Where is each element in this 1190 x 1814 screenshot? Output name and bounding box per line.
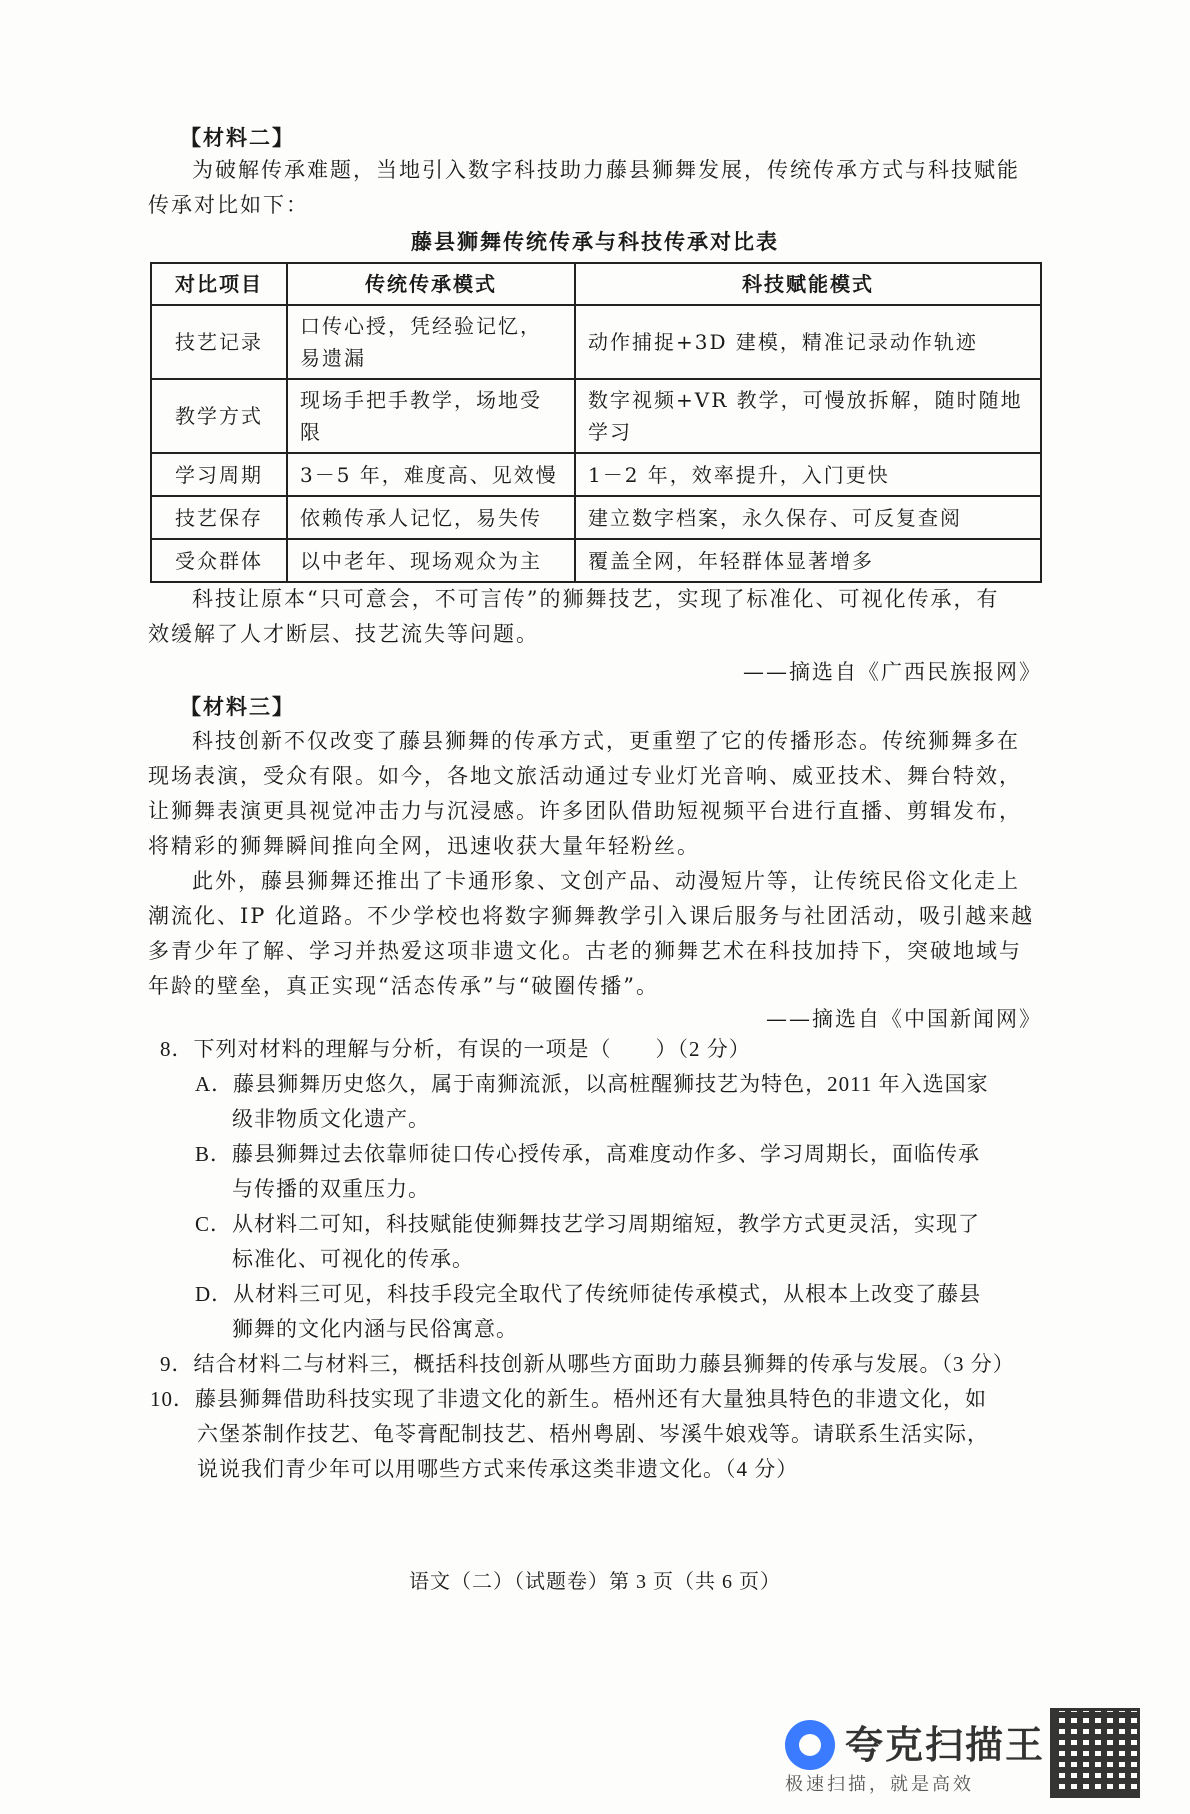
material2-source: ——摘选自《广西民族报网》 bbox=[743, 660, 1042, 684]
question-10-line1: 10．藤县狮舞借助科技实现了非遗文化的新生。梧州还有大量独具特色的非遗文化，如 bbox=[150, 1387, 987, 1411]
table-row bbox=[151, 496, 1041, 539]
table-header-traditional: 传统传承模式 bbox=[287, 263, 575, 305]
question-8-option-b-line1: B．藤县狮舞过去依靠师徒口传心授传承，高难度动作多、学习周期长，面临传承 bbox=[195, 1142, 981, 1166]
question-8-option-a-line2: 级非物质文化遗产。 bbox=[232, 1107, 430, 1131]
table-header-tech: 科技赋能模式 bbox=[575, 263, 1041, 305]
material2-heading: 【材料二】 bbox=[180, 125, 295, 150]
material2-intro-line1: 为破解传承难题，当地引入数字科技助力藤县狮舞发展，传统传承方式与科技赋能 bbox=[192, 158, 1020, 182]
question-10-line2: 六堡茶制作技艺、龟苓膏配制技艺、梧州粤剧、岑溪牛娘戏等。请联系生活实际， bbox=[197, 1422, 989, 1446]
table-cell: 受众群体 bbox=[151, 539, 287, 582]
material3-source: ——摘选自《中国新闻网》 bbox=[766, 1007, 1042, 1031]
table-cell: 建立数字档案，永久保存、可反复查阅 bbox=[575, 496, 1041, 539]
table-cell: 1－2 年，效率提升，入门更快 bbox=[575, 453, 1041, 496]
table-row bbox=[151, 379, 1041, 453]
table-row bbox=[151, 305, 1041, 379]
material3-p1-line4: 将精彩的狮舞瞬间推向全网，迅速收获大量年轻粉丝。 bbox=[148, 834, 700, 858]
material3-p1-line3: 让狮舞表演更具视觉冲击力与沉浸感。许多团队借助短视频平台进行直播、剪辑发布， bbox=[148, 799, 1022, 823]
table-header-item: 对比项目 bbox=[151, 263, 287, 305]
qr-code-icon bbox=[1050, 1708, 1140, 1798]
quark-logo-icon bbox=[785, 1720, 835, 1770]
table-title: 藤县狮舞传统传承与科技传承对比表 bbox=[411, 229, 779, 254]
table-cell: 依赖传承人记忆，易失传 bbox=[287, 496, 575, 539]
material2-after-line1: 科技让原本“只可意会，不可言传”的狮舞技艺，实现了标准化、可视化传承，有 bbox=[192, 587, 1000, 611]
material3-p1-line1: 科技创新不仅改变了藤县狮舞的传承方式，更重塑了它的传播形态。传统狮舞多在 bbox=[192, 729, 1020, 753]
material3-p2-line1: 此外，藤县狮舞还推出了卡通形象、文创产品、动漫短片等，让传统民俗文化走上 bbox=[192, 869, 1020, 893]
watermark-app-name: 夸克扫描王 bbox=[845, 1723, 1046, 1767]
table-row bbox=[151, 539, 1041, 582]
material3-p2-line2: 潮流化、IP 化道路。不少学校也将数字狮舞教学引入课后服务与社团活动，吸引越来越 bbox=[148, 904, 1035, 928]
question-8-option-c-line2: 标准化、可视化的传承。 bbox=[232, 1247, 474, 1271]
watermark-slogan: 极速扫描，就是高效 bbox=[785, 1774, 974, 1795]
table-cell: 以中老年、现场观众为主 bbox=[287, 539, 575, 582]
question-10-line3: 说说我们青少年可以用哪些方式来传承这类非遗文化。（4 分） bbox=[197, 1457, 799, 1481]
question-8: 8．下列对材料的理解与分析，有误的一项是（ ）（2 分） bbox=[160, 1037, 751, 1061]
question-8-option-d-line2: 狮舞的文化内涵与民俗寓意。 bbox=[232, 1317, 518, 1341]
table-row bbox=[151, 453, 1041, 496]
material3-p2-line4: 年龄的壁垒，真正实现“活态传承”与“破圈传播”。 bbox=[148, 974, 659, 998]
table-cell: 动作捕捉+3D 建模，精准记录动作轨迹 bbox=[575, 305, 1041, 379]
question-8-option-c-line1: C．从材料二可知，科技赋能使狮舞技艺学习周期缩短，教学方式更灵活，实现了 bbox=[195, 1212, 981, 1236]
material2-intro-line2: 传承对比如下： bbox=[148, 193, 309, 217]
material2-after-line2: 效缓解了人才断层、技艺流失等问题。 bbox=[148, 622, 539, 646]
table-cell: 技艺记录 bbox=[151, 305, 287, 379]
scanner-watermark bbox=[785, 1708, 1145, 1804]
table-cell: 数字视频+VR 教学，可慢放拆解，随时随地学习 bbox=[575, 379, 1041, 453]
table-cell: 教学方式 bbox=[151, 379, 287, 453]
table-cell: 技艺保存 bbox=[151, 496, 287, 539]
question-8-option-d-line1: D．从材料三可见，科技手段完全取代了传统师徒传承模式，从根本上改变了藤县 bbox=[195, 1282, 982, 1306]
question-9: 9．结合材料二与材料三，概括科技创新从哪些方面助力藤县狮舞的传承与发展。（3 分） bbox=[160, 1352, 1015, 1376]
table-cell: 学习周期 bbox=[151, 453, 287, 496]
question-8-option-b-line2: 与传播的双重压力。 bbox=[232, 1177, 430, 1201]
table-cell: 现场手把手教学，场地受限 bbox=[287, 379, 575, 453]
table-cell: 覆盖全网，年轻群体显著增多 bbox=[575, 539, 1041, 582]
question-8-option-a-line1: A．藤县狮舞历史悠久，属于南狮流派，以高桩醒狮技艺为特色，2011 年入选国家 bbox=[195, 1072, 989, 1096]
table-cell: 3－5 年，难度高、见效慢 bbox=[287, 453, 575, 496]
page-footer: 语文（二）（试题卷）第 3 页（共 6 页） bbox=[409, 1571, 781, 1593]
material3-p2-line3: 多青少年了解、学习并热爱这项非遗文化。古老的狮舞艺术在科技加持下，突破地域与 bbox=[148, 939, 1022, 963]
comparison-table bbox=[150, 262, 1042, 583]
material3-p1-line2: 现场表演，受众有限。如今，各地文旅活动通过专业灯光音响、威亚技术、舞台特效， bbox=[148, 764, 1022, 788]
material3-heading: 【材料三】 bbox=[180, 694, 295, 719]
table-header-row bbox=[151, 263, 1041, 305]
table-cell: 口传心授，凭经验记忆，易遗漏 bbox=[287, 305, 575, 379]
